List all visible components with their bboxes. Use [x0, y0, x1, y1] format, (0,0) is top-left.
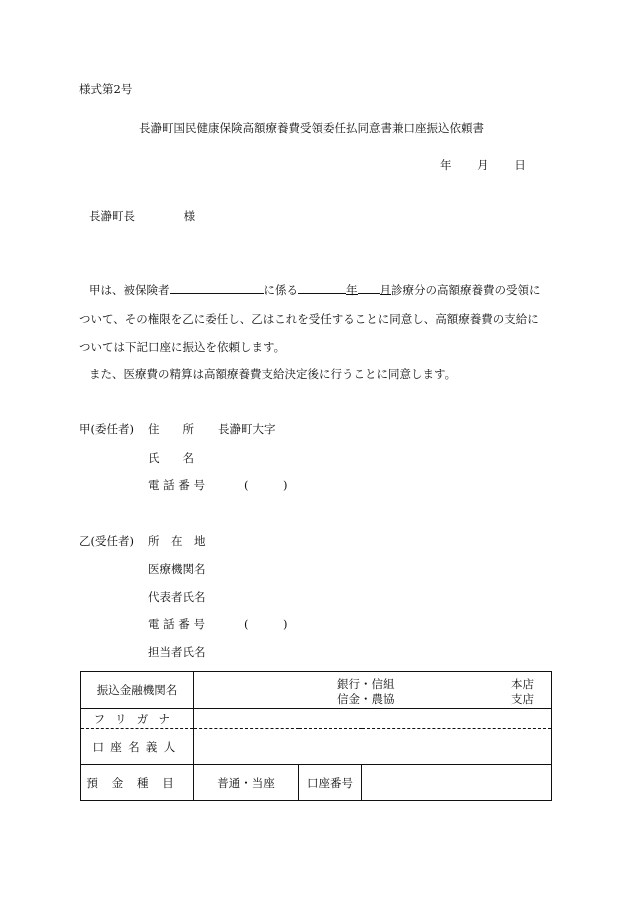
holder-row [81, 729, 552, 765]
account-number-label: 口座番号 [299, 765, 362, 801]
body-text-1d: 月 [379, 283, 391, 297]
bank-account-table [80, 671, 552, 801]
agent-contact-label: 担当者氏名 [148, 645, 206, 659]
branch-2: 支店 [511, 692, 534, 706]
addressee-honorific: 様 [183, 209, 196, 223]
deposit-row [81, 765, 552, 801]
principal-label: 甲(委任者) [79, 422, 134, 436]
body-text-1a: 甲は、被保険者 [89, 283, 170, 297]
agent-representative-label: 代表者氏名 [148, 590, 206, 604]
deposit-type-label: 預金種目 [81, 765, 194, 801]
body-line-3: ついては下記口座に振込を依頼します。 [79, 340, 286, 354]
agent-institution-label: 医療機関名 [148, 562, 206, 576]
month-blank[interactable] [358, 281, 380, 294]
form-number: 様式第2号 [79, 82, 133, 96]
institution-row [81, 672, 552, 709]
body-line-4: また、医療費の精算は高額療養費支給決定後に行うことに同意します。 [89, 367, 457, 381]
date-day: 日 [514, 158, 526, 172]
holder-cell[interactable] [194, 729, 552, 765]
document-title: 長瀞町国民健康保険高額療養費受領委任払同意書兼口座振込依頼書 [139, 121, 484, 135]
agent-label: 乙(受任者) [79, 534, 134, 548]
body-line-1 [89, 281, 541, 298]
addressee-name: 長瀞町長 [89, 209, 135, 223]
principal-address-value: 長瀞町大字 [218, 422, 276, 436]
date-month: 月 [477, 158, 489, 172]
principal-phone-label: 電 話 番 号 [148, 478, 205, 492]
furigana-label: フリガナ [81, 709, 194, 729]
furigana-row [81, 709, 552, 729]
principal-phone-parens: ( ) [244, 478, 288, 492]
body-text-1b: に係る [263, 283, 298, 297]
body-text-1c: 年 [346, 283, 358, 297]
agent-location-label: 所 在 地 [148, 534, 206, 548]
body-line-2: ついて、その権限を乙に委任し、乙はこれを受任することに同意し、高額療養費の支給に [79, 312, 539, 326]
bank-type-2: 信金・農協 [337, 692, 395, 706]
principal-name-label: 氏 名 [148, 451, 194, 465]
furigana-cell[interactable] [194, 709, 552, 729]
institution-cell[interactable] [194, 672, 552, 709]
date-year: 年 [440, 158, 452, 172]
account-number-cell[interactable] [362, 765, 552, 801]
insured-name-blank[interactable] [170, 281, 264, 294]
branch-1: 本店 [511, 677, 534, 691]
institution-label: 振込金融機関名 [81, 672, 194, 709]
bank-type-1: 銀行・信組 [337, 677, 395, 691]
holder-label: 口座名義人 [81, 729, 194, 765]
date-line [440, 157, 526, 173]
principal-address-label: 住 所 [148, 422, 194, 436]
agent-phone-label: 電 話 番 号 [148, 617, 205, 631]
addressee [89, 208, 195, 224]
year-blank[interactable] [298, 281, 346, 294]
body-text-1e: 診療分の高額療養費の受領に [391, 283, 541, 297]
deposit-type-value[interactable]: 普通・当座 [194, 765, 299, 801]
agent-phone-parens: ( ) [244, 617, 288, 631]
